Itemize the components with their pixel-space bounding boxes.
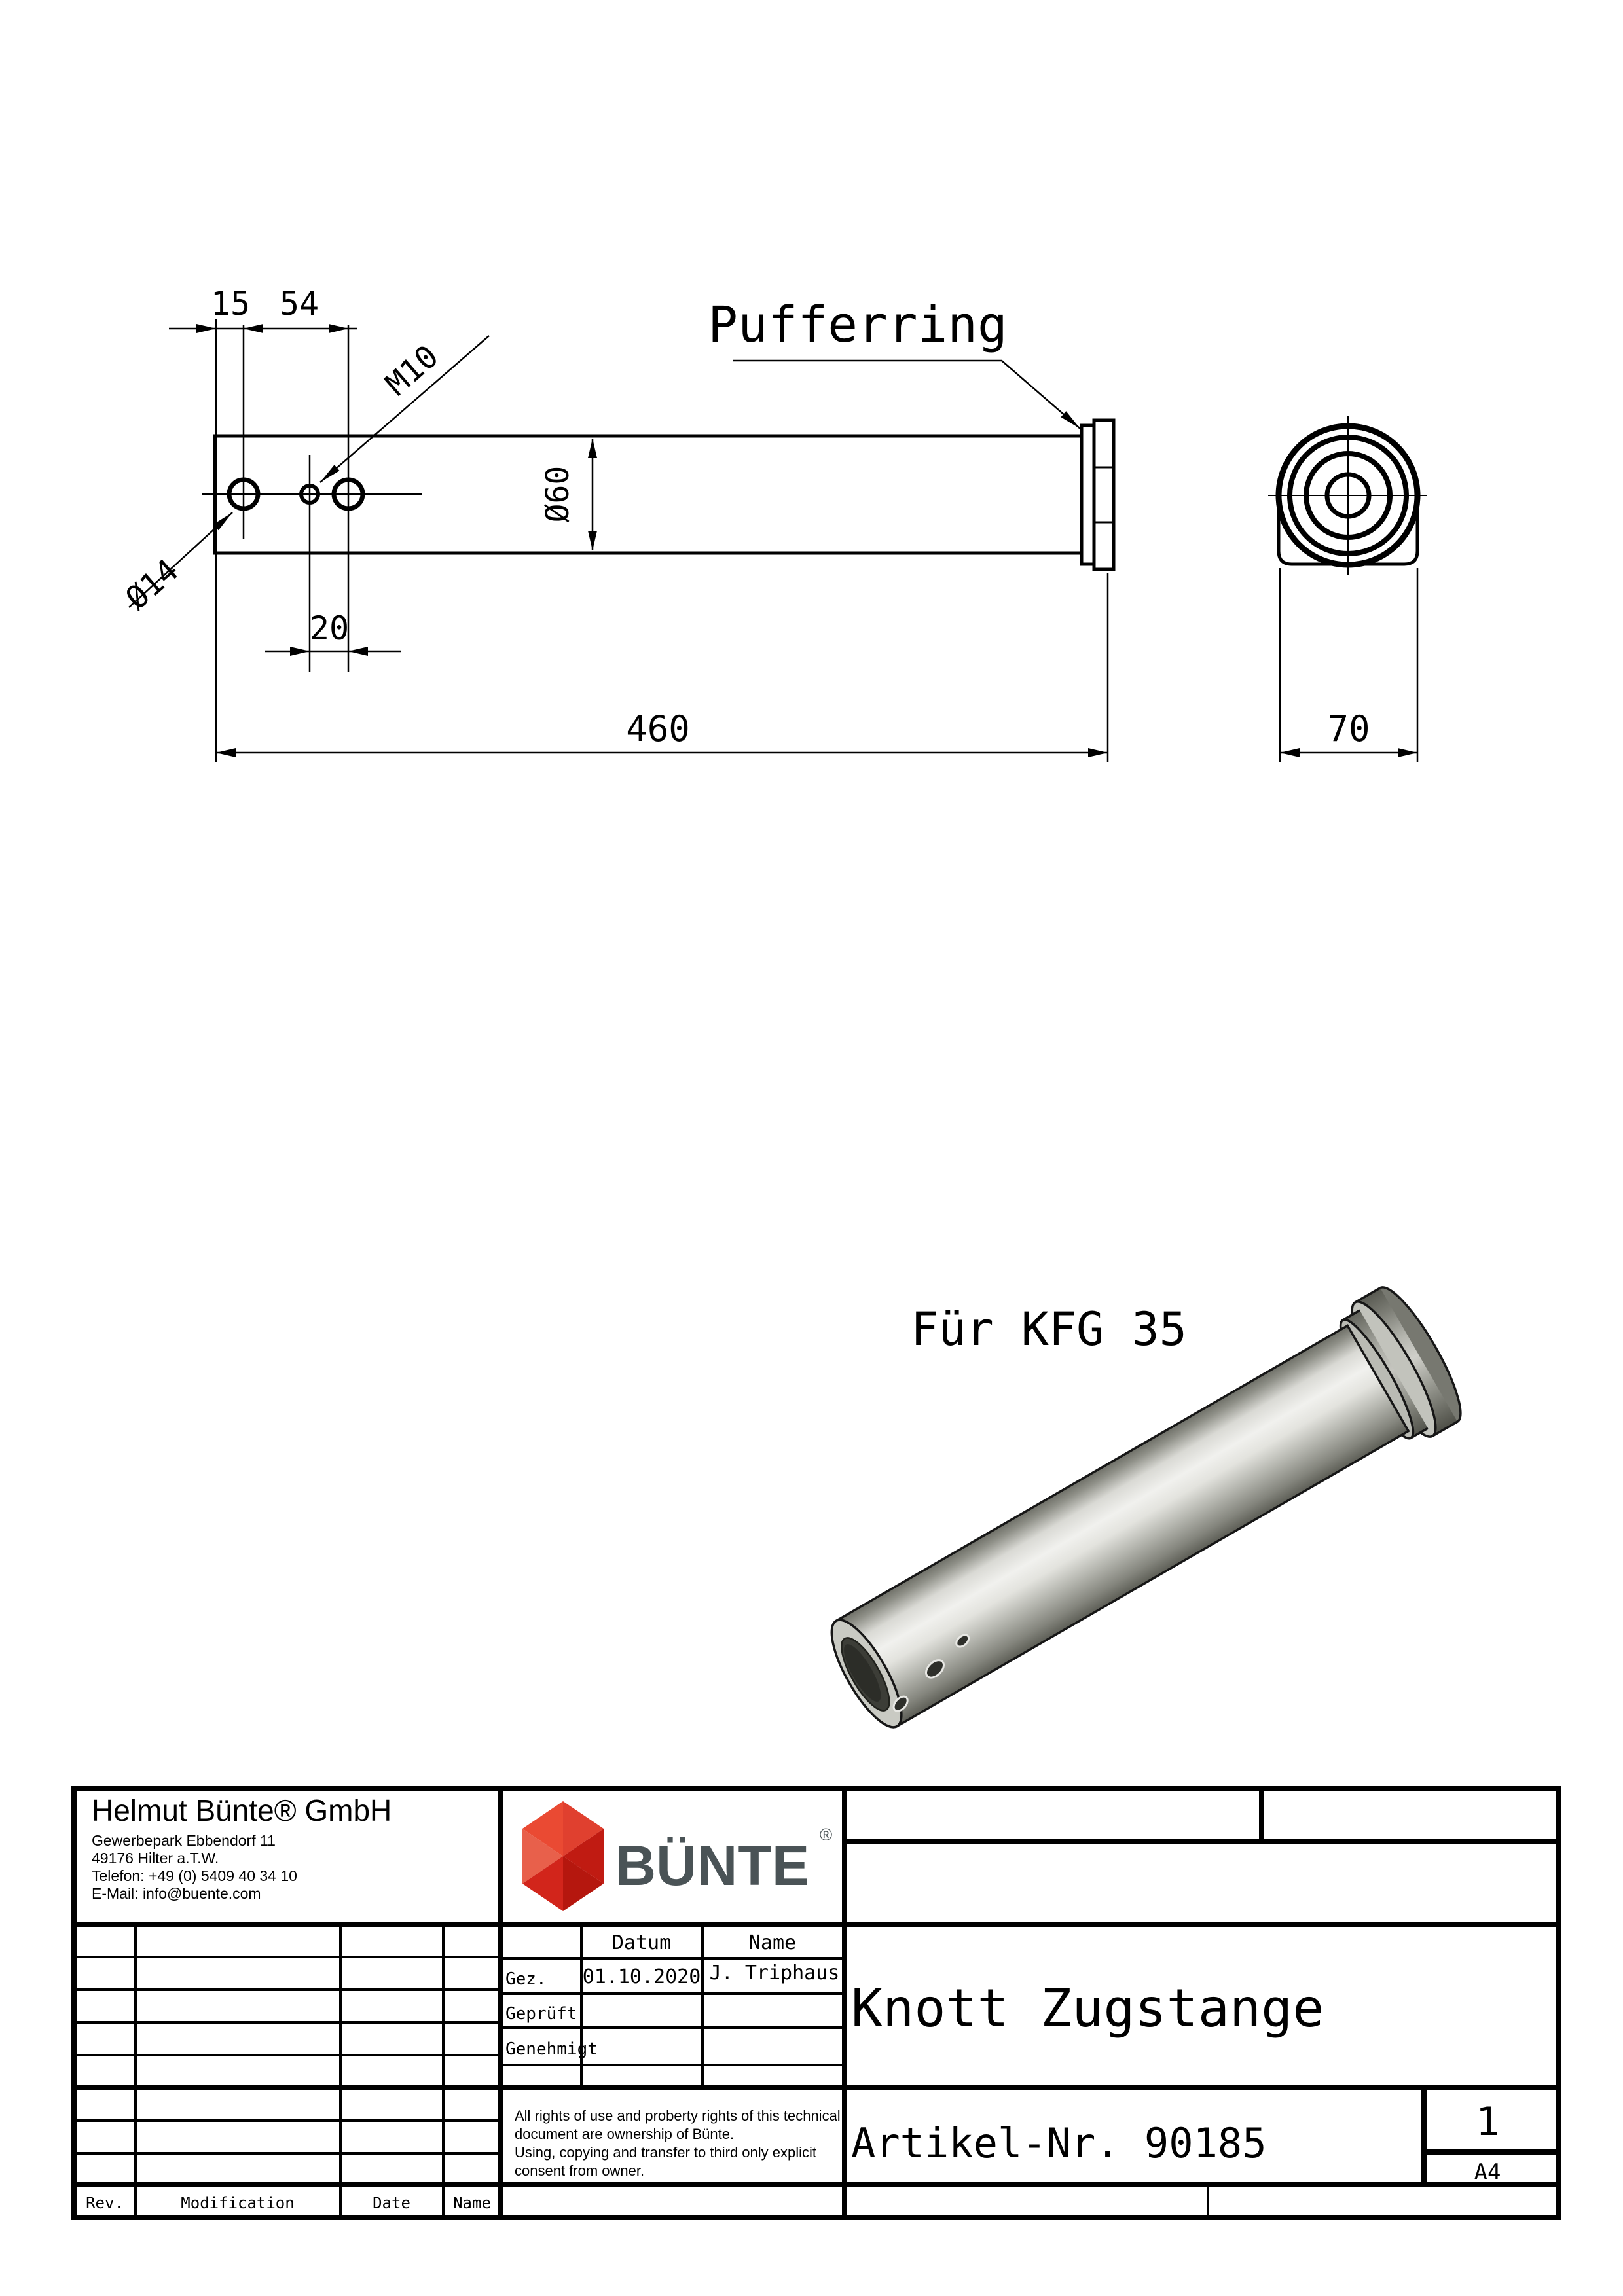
pufferring-inner-strip <box>1082 425 1094 564</box>
end-view-centerlines <box>1268 416 1427 575</box>
arrowhead <box>196 324 216 333</box>
pufferring-leader-line <box>733 361 1080 429</box>
side-view-dimensions <box>169 285 1108 762</box>
arrowhead <box>1398 748 1417 757</box>
revision-row <box>86 2194 491 2212</box>
drawn-name: J. Triphaus <box>709 1962 840 1984</box>
legal-line3: Using, copying and transfer to third only explicit <box>515 2144 817 2161</box>
arrowhead <box>329 324 348 333</box>
pufferring-profile-lines <box>1094 467 1114 522</box>
name-label: Name <box>453 2194 491 2212</box>
label-dia60: Ø60 <box>539 465 576 523</box>
label-fuer-kfg35: Für KFG 35 <box>911 1302 1187 1356</box>
arrowhead <box>216 748 236 757</box>
buente-logo-text: BÜNTE <box>615 1835 810 1897</box>
buente-logo-registered: ® <box>820 1825 833 1844</box>
modification-label: Modification <box>181 2194 295 2212</box>
side-view <box>202 420 1114 569</box>
arrowhead <box>348 647 368 656</box>
company-name: Helmut Bünte® GmbH <box>92 1793 392 1827</box>
legal-line1: All rights of use and proberty rights of this technical <box>515 2108 841 2124</box>
arrowhead <box>588 439 597 458</box>
company-email: E-Mail: info@buente.com <box>92 1885 261 1902</box>
arrowhead <box>1088 748 1108 757</box>
company-address-line2: 49176 Hilter a.T.W. <box>92 1850 219 1867</box>
arrowhead <box>244 324 263 333</box>
dim-15: 15 <box>210 285 251 323</box>
buente-logo-hexagon-icon <box>522 1801 604 1911</box>
iso-3d-view <box>811 1279 1474 1750</box>
sheet-number: 1 <box>1475 2099 1500 2145</box>
legal-line2: document are ownership of Bünte. <box>515 2126 735 2142</box>
arrowhead <box>1280 748 1300 757</box>
title-block <box>74 1789 1558 2217</box>
col-header-datum: Datum <box>611 1931 672 1954</box>
drawn-date: 01.10.2020 <box>582 1965 701 1988</box>
dim-460: 460 <box>626 708 690 749</box>
end-view <box>1268 416 1427 762</box>
buente-logo <box>522 1801 832 1911</box>
row-label-gez: Gez. <box>505 1969 547 1989</box>
arrowhead <box>290 647 310 656</box>
dim-70: 70 <box>1327 708 1370 749</box>
paper-format: A4 <box>1474 2159 1501 2185</box>
row-label-geprueft: Geprüft <box>505 2004 577 2024</box>
company-info <box>92 1793 392 1902</box>
pufferring-outer-strip <box>1094 420 1114 569</box>
legal-notice <box>515 2108 841 2179</box>
company-phone: Telefon: +49 (0) 5409 40 34 10 <box>92 1867 297 1884</box>
dim-54: 54 <box>279 285 319 323</box>
dim-20: 20 <box>309 609 350 647</box>
part-title: Knott Zugstange <box>851 1978 1324 2039</box>
rev-label: Rev. <box>86 2194 124 2212</box>
label-pufferring: Pufferring <box>708 295 1008 353</box>
approval-table <box>505 1931 839 2059</box>
date-label: Date <box>373 2194 410 2212</box>
tube-body <box>836 1325 1408 1726</box>
label-m10: M10 <box>378 338 446 403</box>
row-label-genehmigt: Genehmigt <box>505 2039 598 2059</box>
label-dia14: Ø14 <box>119 552 186 617</box>
arrowhead <box>588 531 597 550</box>
legal-line4: consent from owner. <box>515 2162 645 2179</box>
leader-labels <box>119 295 1083 617</box>
col-header-name: Name <box>748 1931 797 1954</box>
company-address-line1: Gewerbepark Ebbendorf 11 <box>92 1832 276 1849</box>
article-number: Artikel-Nr. 90185 <box>851 2119 1267 2167</box>
